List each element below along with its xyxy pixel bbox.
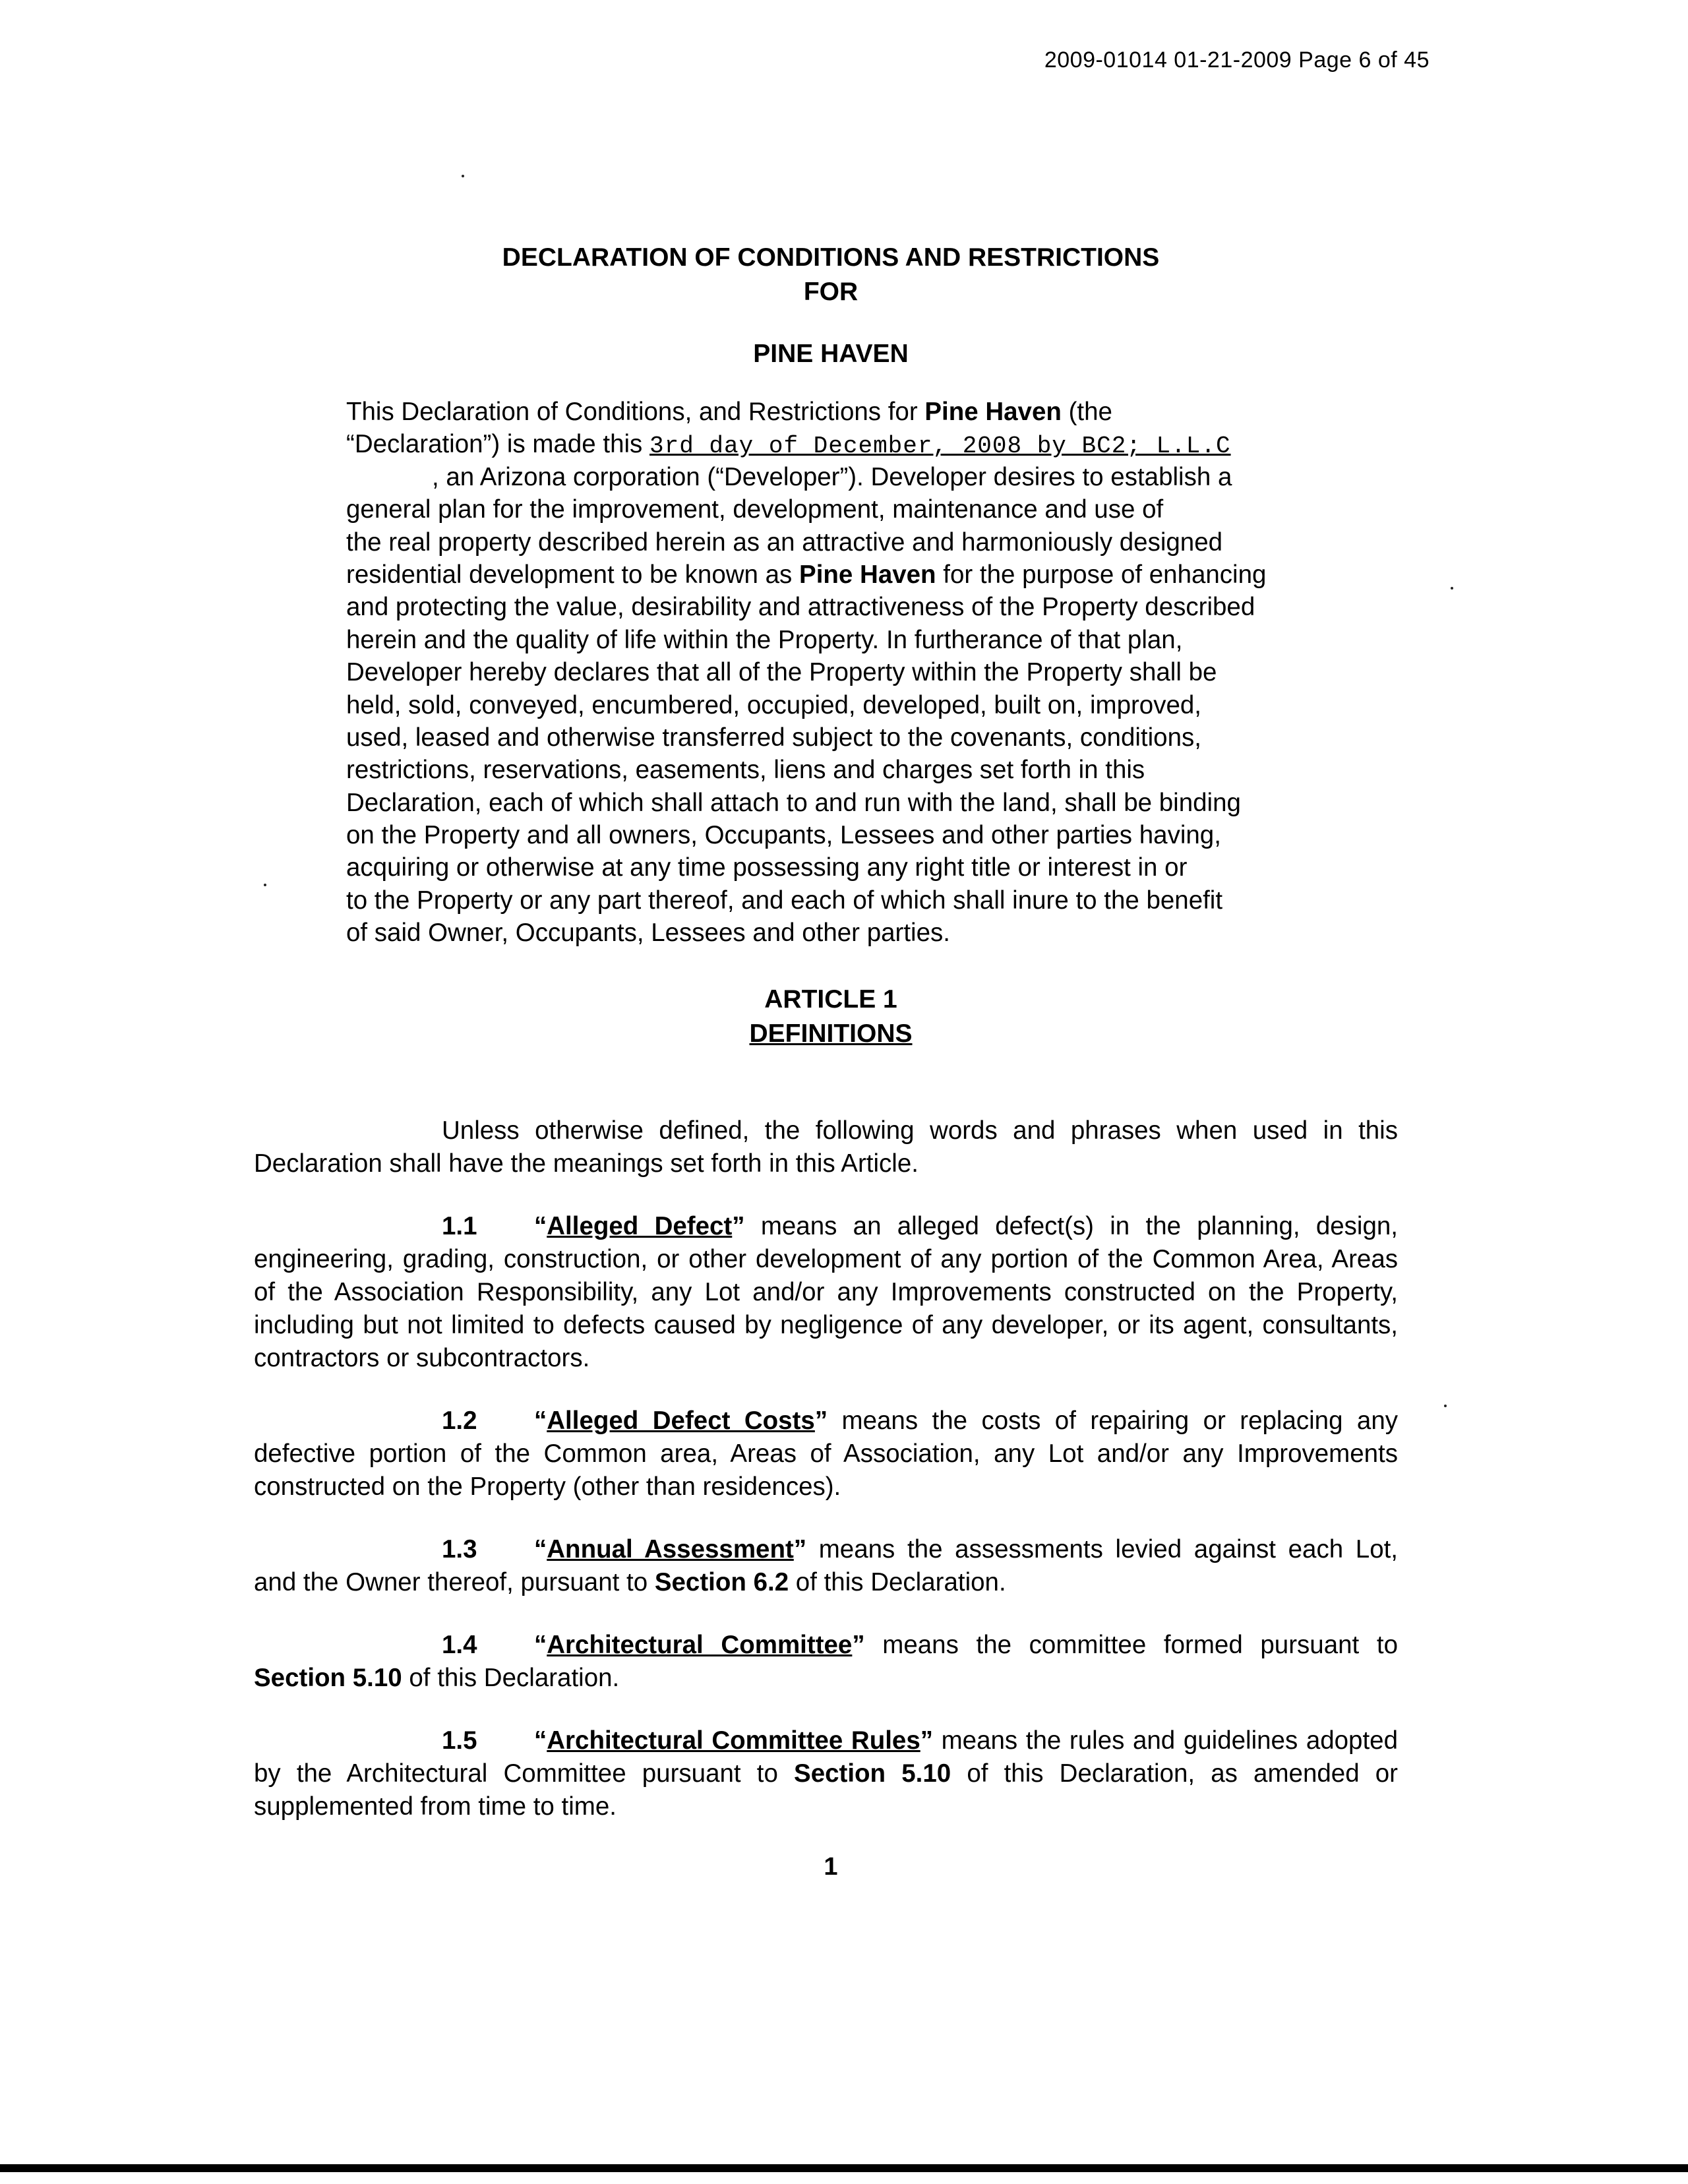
intro-text: This Declaration of Conditions, and Restrictions for (346, 398, 925, 426)
section-number: 1.5 (442, 1726, 477, 1755)
section-number: 1.4 (442, 1631, 477, 1659)
page-number: 1 (824, 1853, 838, 1881)
definition-text: of this Declaration. (402, 1664, 620, 1692)
typed-fill-in: 3rd day of December, 2008 by BC2; L.L.C (649, 433, 1231, 460)
project-name: Pine Haven (924, 398, 1062, 426)
definition-text: means the assessments levied against each Lot, and the Owner thereof, pursuant to (254, 1535, 1398, 1596)
document-title (0, 241, 1662, 371)
intro-line: acquiring or otherwise at any time possessing any right title or interest in or (346, 853, 1188, 882)
intro-line: Developer hereby declares that all of the Property within the Property shall be (346, 658, 1217, 687)
scan-border-line (0, 2164, 1688, 2172)
scan-speck (462, 175, 464, 177)
section-reference: Section 5.10 (794, 1759, 951, 1788)
defined-term-text: Alleged Defect Costs (547, 1407, 815, 1435)
definition-text: of this Declaration. (789, 1568, 1006, 1596)
article-number: ARTICLE 1 (764, 985, 897, 1014)
intro-text: “Declaration”) is made this (346, 430, 650, 459)
intro-line: to the Property or any part thereof, and each of which shall inure to the benefit (346, 886, 1223, 915)
intro-text: for the purpose of enhancing (936, 560, 1267, 589)
defined-term: “Alleged Defect” (534, 1212, 745, 1240)
defined-term: “Annual Assessment” (534, 1535, 807, 1563)
section-number: 1.1 (442, 1212, 477, 1240)
definition-1-1 (254, 1210, 1398, 1375)
defined-term-text: Architectural Committee Rules (547, 1726, 920, 1755)
defined-term-text: Annual Assessment (547, 1535, 794, 1563)
intro-line: the real property described herein as an attractive and harmoniously designed (346, 528, 1223, 557)
definition-1-5 (254, 1724, 1398, 1823)
intro-paragraph (346, 396, 1414, 950)
defined-term: “Alleged Defect Costs” (534, 1407, 828, 1435)
article-title: DEFINITIONS (749, 1019, 913, 1048)
defined-term: “Architectural Committee” (534, 1631, 865, 1659)
defined-term-text: Architectural Committee (547, 1631, 853, 1659)
scan-speck (264, 884, 266, 886)
definition-1-4 (254, 1629, 1398, 1695)
intro-line: of said Owner, Occupants, Lessees and other parties. (346, 919, 950, 948)
section-number: 1.2 (442, 1407, 477, 1435)
title-line-1: DECLARATION OF CONDITIONS AND RESTRICTIONS (502, 243, 1160, 272)
intro-line (346, 461, 1414, 493)
subdivision-name: PINE HAVEN (753, 340, 909, 368)
definition-text: means the costs of repairing or replacing any defective portion of the Common area, Areas of Association, any Lot and/or any Improvements constructed on the Property (other than residences). (254, 1407, 1398, 1501)
intro-line: and protecting the value, desirability and attractiveness of the Property described (346, 593, 1255, 622)
scan-speck (1451, 587, 1453, 590)
intro-line: restrictions, reservations, easements, liens and charges set forth in this (346, 756, 1145, 785)
definitions-intro: Unless otherwise defined, the following words and phrases when used in this Declaration shall have the meanings set forth in this Article. (254, 1116, 1398, 1178)
article-heading (0, 983, 1662, 1051)
intro-line (346, 559, 1414, 591)
definition-text: means the rules and guidelines adopted by the Architectural Committee pursuant to (254, 1726, 1398, 1788)
section-reference: Section 6.2 (654, 1568, 789, 1596)
intro-line: on the Property and all owners, Occupants, Lessees and other parties having, (346, 821, 1221, 850)
intro-line (346, 396, 1414, 428)
defined-term: “Architectural Committee Rules” (534, 1726, 933, 1755)
defined-term-text: Alleged Defect (547, 1212, 733, 1240)
intro-line (346, 428, 1414, 460)
definition-text: means the committee formed pursuant to (864, 1631, 1398, 1659)
intro-text: residential development to be known as (346, 560, 800, 589)
intro-text: (the (1061, 398, 1112, 426)
intro-line: held, sold, conveyed, encumbered, occupied, developed, built on, improved, (346, 690, 1201, 719)
title-line-2: FOR (803, 278, 859, 306)
recording-stamp: 2009-01014 01-21-2009 Page 6 of 45 (1044, 47, 1430, 73)
section-number: 1.3 (442, 1535, 477, 1563)
scan-speck (1444, 1405, 1447, 1407)
definition-text: means an alleged defect(s) in the planning, design, engineering, grading, construction, or other development of any portion of the Common Area, Areas of the Association Responsibility, any Lot and/or any Improvements constructed on the Property, including but not limited to defects caused by negligence of any developer, or its agent, consultants, contractors or subcontractors. (254, 1212, 1399, 1372)
definition-1-2 (254, 1405, 1398, 1503)
definition-1-3 (254, 1533, 1398, 1599)
intro-line: general plan for the improvement, development, maintenance and use of (346, 495, 1164, 524)
definitions-section (254, 1114, 1398, 1853)
intro-line: herein and the quality of life within the Property. In furtherance of that plan, (346, 625, 1183, 654)
intro-text: , an Arizona corporation (“Developer”). Developer desires to establish a (432, 462, 1232, 491)
definition-text: of this Declaration, as amended or supplemented from time to time. (254, 1759, 1398, 1821)
intro-line: Declaration, each of which shall attach to and run with the land, shall be binding (346, 788, 1241, 817)
project-name: Pine Haven (799, 560, 936, 589)
intro-line: used, leased and otherwise transferred subject to the covenants, conditions, (346, 723, 1201, 752)
section-reference: Section 5.10 (254, 1664, 402, 1692)
